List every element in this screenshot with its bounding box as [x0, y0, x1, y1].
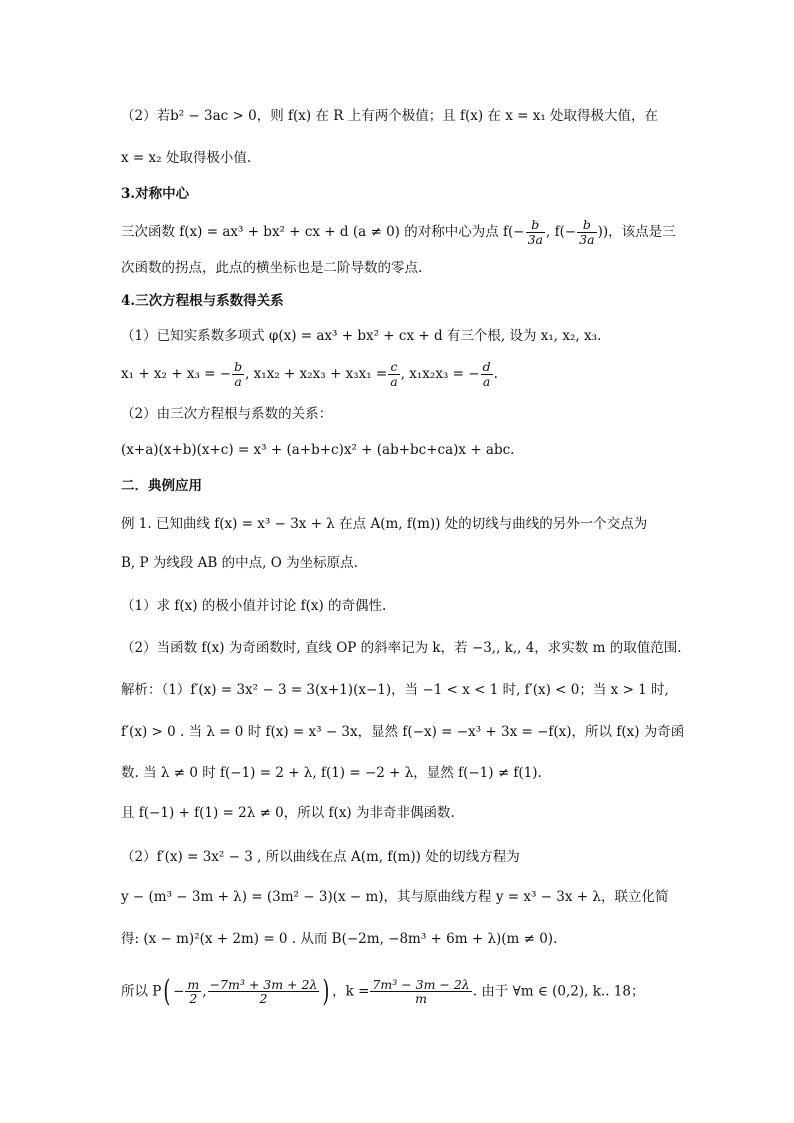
text-line: （2）当函数 f(x) 为奇函数时, 直线 OP 的斜率记为 k，若 −3,, k,, 4，求实数 m 的取值范围.: [121, 640, 682, 656]
fraction: [232, 361, 244, 388]
text-segment: , x₁x₂ + x₂x₃ + x₃x₁ =: [245, 366, 388, 382]
numerator: d: [482, 359, 491, 374]
fraction: [185, 976, 201, 1006]
fraction: [388, 361, 399, 388]
text-line: （2）由三次方程根与系数的关系：: [121, 406, 333, 422]
text-segment: ,: [202, 983, 207, 1000]
fraction: [481, 361, 493, 388]
text-segment: x₁ + x₂ + x₃ = −: [121, 366, 232, 382]
section-heading: 3.对称中心: [121, 186, 190, 202]
text-line: [121, 361, 704, 388]
denominator: 3a: [527, 231, 543, 247]
text-line: 解析：（1）f′(x) = 3x² − 3 = 3(x+1)(x−1)，当 −1 < x < 1 时, f′(x) < 0；当 x > 1 时,: [121, 682, 669, 698]
numerator: c: [388, 361, 399, 375]
text-line: （1）求 f(x) 的极小值并讨论 f(x) 的奇偶性.: [121, 598, 387, 614]
numerator: b: [234, 359, 243, 374]
text-segment: , f(−: [546, 224, 577, 240]
text-segment: ))，该点是三: [597, 224, 676, 240]
text-line: [121, 219, 704, 246]
minus-sign: −: [173, 983, 185, 1000]
text-line: y − (m³ − 3m + λ) = (3m² − 3)(x − m)，其与原曲线方程 y = x³ − 3x + λ，联立化简: [121, 889, 669, 905]
right-paren: ): [322, 974, 330, 1009]
denominator: 2: [259, 991, 268, 1006]
denominator: m: [415, 991, 427, 1006]
denominator: a: [390, 373, 398, 389]
text-line: 数. 当 λ ≠ 0 时 f(−1) = 2 + λ, f(1) = −2 + λ，显然 f(−1) ≠ f(1).: [121, 765, 542, 781]
denominator: 2: [189, 991, 198, 1006]
left-paren: (: [163, 974, 171, 1009]
denominator: a: [482, 373, 491, 389]
text-segment: , x₁x₂x₃ = −: [400, 366, 480, 382]
text-segment: .: [493, 366, 498, 382]
fraction: [577, 219, 596, 246]
text-line: [121, 974, 704, 1009]
section-heading: 二．典例应用: [121, 478, 202, 494]
text-line: 得: (x − m)²(x + 2m) = 0 . 从而 B(−2m, −8m³ + 6m + λ)(m ≠ 0).: [121, 931, 558, 947]
numerator: 7m³ − 3m − 2λ: [372, 976, 470, 992]
text-line: (x+a)(x+b)(x+c) = x³ + (a+b+c)x² + (ab+bc+ca)x + abc.: [121, 442, 515, 458]
fraction: [208, 976, 320, 1006]
text-line: （2）f′(x) = 3x² − 3 , 所以曲线在点 A(m, f(m)) 处的切线方程为: [121, 849, 520, 865]
text-line: （1）已知实系数多项式 φ(x) = ax³ + bx² + cx + d 有三个根, 设为 x₁, x₂, x₃.: [121, 328, 602, 344]
text-line: f′(x) > 0 . 当 λ = 0 时 f(x) = x³ − 3x，显然 f(−x) = −x³ + 3x = −f(x)，所以 f(x) 为奇函: [121, 724, 685, 740]
text-line: 且 f(−1) + f(1) = 2λ ≠ 0，所以 f(x) 为非奇非偶函数.: [121, 805, 455, 821]
text-line: （2）若b² − 3ac > 0，则 f(x) 在 R 上有两个极值；且 f(x) 在 x = x₁ 处取得极大值，在: [121, 108, 659, 124]
text-segment: 所以 P: [121, 983, 162, 1000]
numerator: −7m³ + 3m + 2λ: [209, 976, 318, 992]
text-line: 次函数的拐点，此点的横坐标也是二阶导数的零点.: [121, 260, 423, 276]
text-segment: ，k =: [332, 983, 370, 1000]
text-segment: . 由于 ∀m ∈ (0,2), k.. 18；: [472, 983, 645, 1000]
numerator: m: [187, 976, 200, 992]
fraction: [370, 976, 471, 1006]
text-line: 例 1. 已知曲线 f(x) = x³ − 3x + λ 在点 A(m, f(m)) 处的切线与曲线的另外一个交点为: [121, 516, 648, 532]
text-line: x = x₂ 处取得极小值.: [121, 150, 252, 166]
text-segment: 三次函数 f(x) = ax³ + bx² + cx + d (a ≠ 0) 的对称中心为点 f(−: [121, 224, 525, 240]
text-line: B, P 为线段 AB 的中点, O 为坐标原点.: [121, 555, 358, 571]
numerator: b: [526, 219, 545, 233]
denominator: a: [234, 373, 242, 389]
fraction: [526, 219, 545, 246]
numerator: b: [577, 219, 596, 233]
denominator: 3a: [579, 231, 595, 247]
section-heading: 4.三次方程根与系数得关系: [121, 293, 284, 309]
